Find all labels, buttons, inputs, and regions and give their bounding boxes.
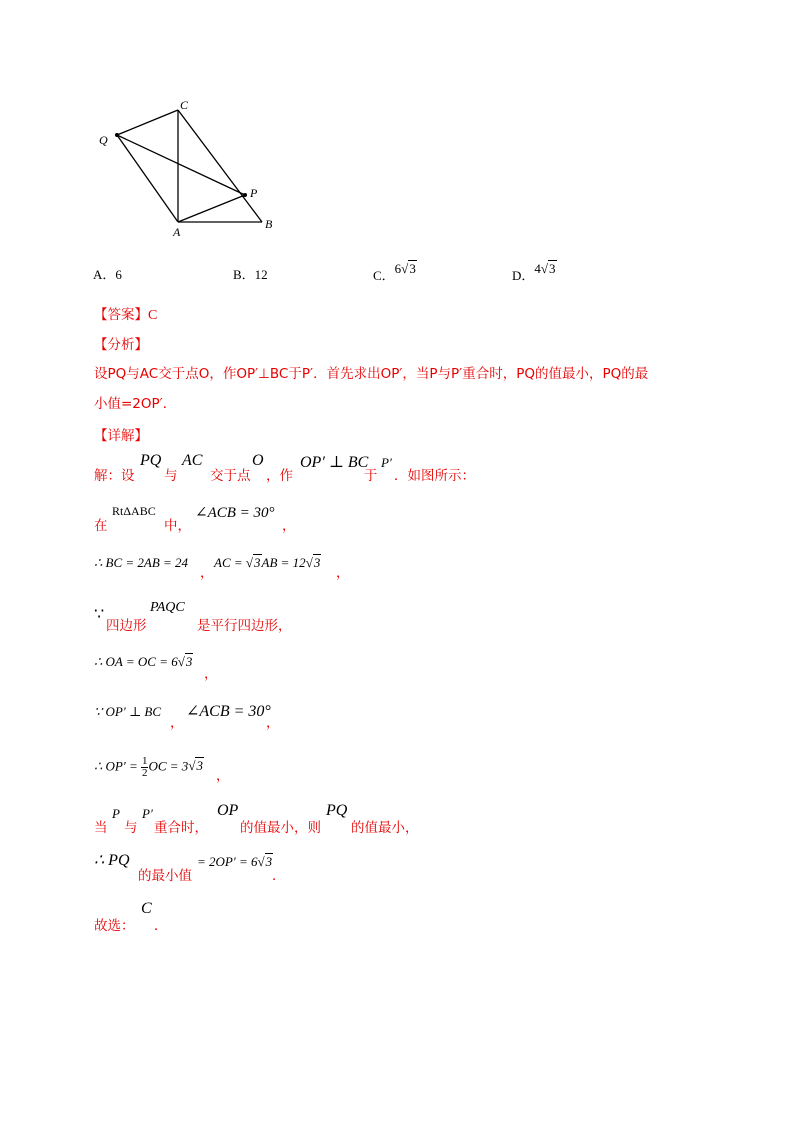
detail-step-9: ∴ PQ 的最小值 = 2OP′ = 6√3 ． bbox=[94, 852, 286, 884]
point-Q bbox=[115, 133, 119, 137]
analysis-line-1: 设PQ与AC交于点O，作OP′⊥BC于P′．首先求出OP′，当P与P′重合时，PQ的值最小，PQ的最 bbox=[94, 366, 649, 382]
label-P: P bbox=[250, 186, 258, 200]
label-C: C bbox=[180, 98, 189, 112]
detail-step-3: ∴ BC = 2AB = 24 ， AC = √3AB = 12√3 ， bbox=[94, 555, 350, 581]
detail-step-4: ∵ 四边形 PAQC 是平行四边形， bbox=[94, 600, 292, 634]
option-c[interactable] bbox=[373, 258, 417, 283]
option-value: 6 bbox=[115, 267, 122, 282]
detail-step-5: ∴ OA = OC = 6√3 ， bbox=[94, 654, 218, 682]
option-letter: C． bbox=[373, 268, 395, 283]
segment-QP bbox=[117, 135, 245, 195]
answer-line bbox=[94, 303, 157, 324]
answer-tag: 【答案】 bbox=[94, 307, 148, 323]
analysis-tag: 【分析】 bbox=[94, 337, 148, 353]
option-value: 4√3 bbox=[534, 261, 556, 276]
option-letter: D． bbox=[512, 268, 535, 283]
label-A: A bbox=[173, 225, 181, 239]
detail-step-7: ∴ OP′ = $\frac{1}{2}$ OC = 3√3 ， bbox=[94, 755, 230, 784]
label-Q: Q bbox=[99, 133, 108, 147]
detail-step-2: 在 RtΔABC 中， ∠ACB = 30° ， bbox=[94, 504, 296, 534]
option-letter: A． bbox=[93, 267, 116, 282]
segment-QC bbox=[117, 110, 178, 135]
segment-QA bbox=[117, 135, 178, 222]
option-d[interactable] bbox=[512, 258, 557, 283]
segment-AP bbox=[178, 195, 245, 222]
option-b[interactable] bbox=[233, 264, 268, 283]
option-value: 12 bbox=[254, 267, 268, 282]
analysis-line-2: 小值=2OP′． bbox=[94, 396, 177, 412]
detail-step-8: 当 P 与 P′ 重合时， OP 的值最小，则 PQ 的值最小， bbox=[94, 802, 419, 836]
detail-step-10: 故选： C ． bbox=[94, 900, 168, 934]
option-a[interactable] bbox=[93, 264, 122, 283]
label-B: B bbox=[265, 217, 273, 231]
option-letter: B． bbox=[233, 267, 255, 282]
option-value: 6√3 bbox=[394, 261, 416, 276]
answer-value: C bbox=[148, 308, 158, 323]
geometry-figure bbox=[90, 95, 290, 245]
detail-step-1: 解：设 PQ 与 AC 交于点 O ，作 OP′ ⊥ BC 于 P′ ．如图所示： bbox=[94, 452, 475, 484]
detail-step-6: ∵ OP′ ⊥ BC ， ∠ACB = 30° ， bbox=[94, 703, 280, 731]
point-P bbox=[243, 193, 247, 197]
detail-tag: 【详解】 bbox=[94, 428, 148, 444]
